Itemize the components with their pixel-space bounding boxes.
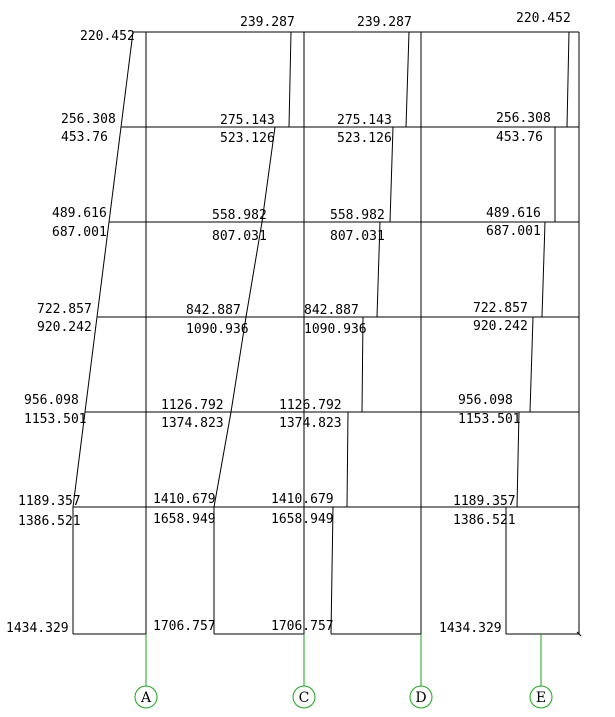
force-value: 1410.679 bbox=[271, 492, 334, 507]
force-value: 239.287 bbox=[240, 15, 295, 30]
force-value: 956.098 bbox=[24, 393, 79, 408]
force-value: 1434.329 bbox=[6, 621, 69, 636]
force-value: 1374.823 bbox=[279, 416, 342, 431]
force-value: 1374.823 bbox=[161, 416, 224, 431]
force-labels bbox=[6, 11, 571, 636]
force-value: 558.982 bbox=[212, 208, 267, 223]
force-value: 1386.521 bbox=[18, 514, 81, 529]
force-value: 523.126 bbox=[220, 131, 275, 146]
force-value: 1090.936 bbox=[186, 322, 249, 337]
force-value: 807.031 bbox=[330, 229, 385, 244]
force-value: 722.857 bbox=[37, 302, 92, 317]
force-value: 1189.357 bbox=[453, 494, 516, 509]
force-value: 1189.357 bbox=[18, 494, 81, 509]
force-value: 453.76 bbox=[61, 130, 108, 145]
force-value: 1090.936 bbox=[304, 322, 367, 337]
force-value: 842.887 bbox=[304, 303, 359, 318]
force-value: 920.242 bbox=[473, 319, 528, 334]
force-value: 722.857 bbox=[473, 301, 528, 316]
force-value: 275.143 bbox=[220, 113, 275, 128]
axis-label-C: C bbox=[298, 690, 310, 706]
diagram-edge bbox=[347, 412, 348, 507]
axis-label-A: A bbox=[140, 690, 152, 706]
force-value: 1153.501 bbox=[458, 412, 521, 427]
diagram-edge bbox=[542, 222, 545, 317]
force-value: 687.001 bbox=[486, 224, 541, 239]
force-value: 558.982 bbox=[330, 208, 385, 223]
axis-label-D: D bbox=[415, 690, 427, 706]
force-value: 239.287 bbox=[357, 15, 412, 30]
force-value: 687.001 bbox=[52, 225, 107, 240]
force-value: 1386.521 bbox=[453, 513, 516, 528]
force-value: 842.887 bbox=[186, 303, 241, 318]
diagram-edge bbox=[530, 317, 533, 412]
force-value: 220.452 bbox=[80, 29, 135, 44]
force-value: 1658.949 bbox=[271, 512, 334, 527]
diagram-edge bbox=[406, 32, 409, 127]
diagram-edge bbox=[567, 32, 569, 127]
force-value: 275.143 bbox=[337, 113, 392, 128]
diagram-edge bbox=[121, 32, 133, 127]
axis-label-E: E bbox=[535, 690, 547, 706]
diagram-edge bbox=[289, 32, 291, 127]
diagram-edge bbox=[109, 127, 121, 222]
force-value: 220.452 bbox=[516, 11, 571, 26]
force-value: 489.616 bbox=[52, 206, 107, 221]
force-value: 1706.757 bbox=[271, 619, 334, 634]
force-value: 1658.949 bbox=[153, 512, 216, 527]
force-value: 1434.329 bbox=[439, 621, 502, 636]
force-value: 1153.501 bbox=[24, 412, 87, 427]
force-value: 920.242 bbox=[37, 320, 92, 335]
force-value: 453.76 bbox=[496, 130, 543, 145]
grid-axes bbox=[135, 634, 552, 708]
force-value: 1126.792 bbox=[161, 398, 224, 413]
force-value: 256.308 bbox=[496, 111, 551, 126]
force-value: 489.616 bbox=[486, 206, 541, 221]
force-value: 256.308 bbox=[61, 112, 116, 127]
force-value: 1410.679 bbox=[153, 492, 216, 507]
force-value: 523.126 bbox=[337, 131, 392, 146]
force-value: 956.098 bbox=[458, 393, 513, 408]
force-value: 807.031 bbox=[212, 229, 267, 244]
force-value: 1126.792 bbox=[279, 398, 342, 413]
force-value: 1706.757 bbox=[153, 619, 216, 634]
